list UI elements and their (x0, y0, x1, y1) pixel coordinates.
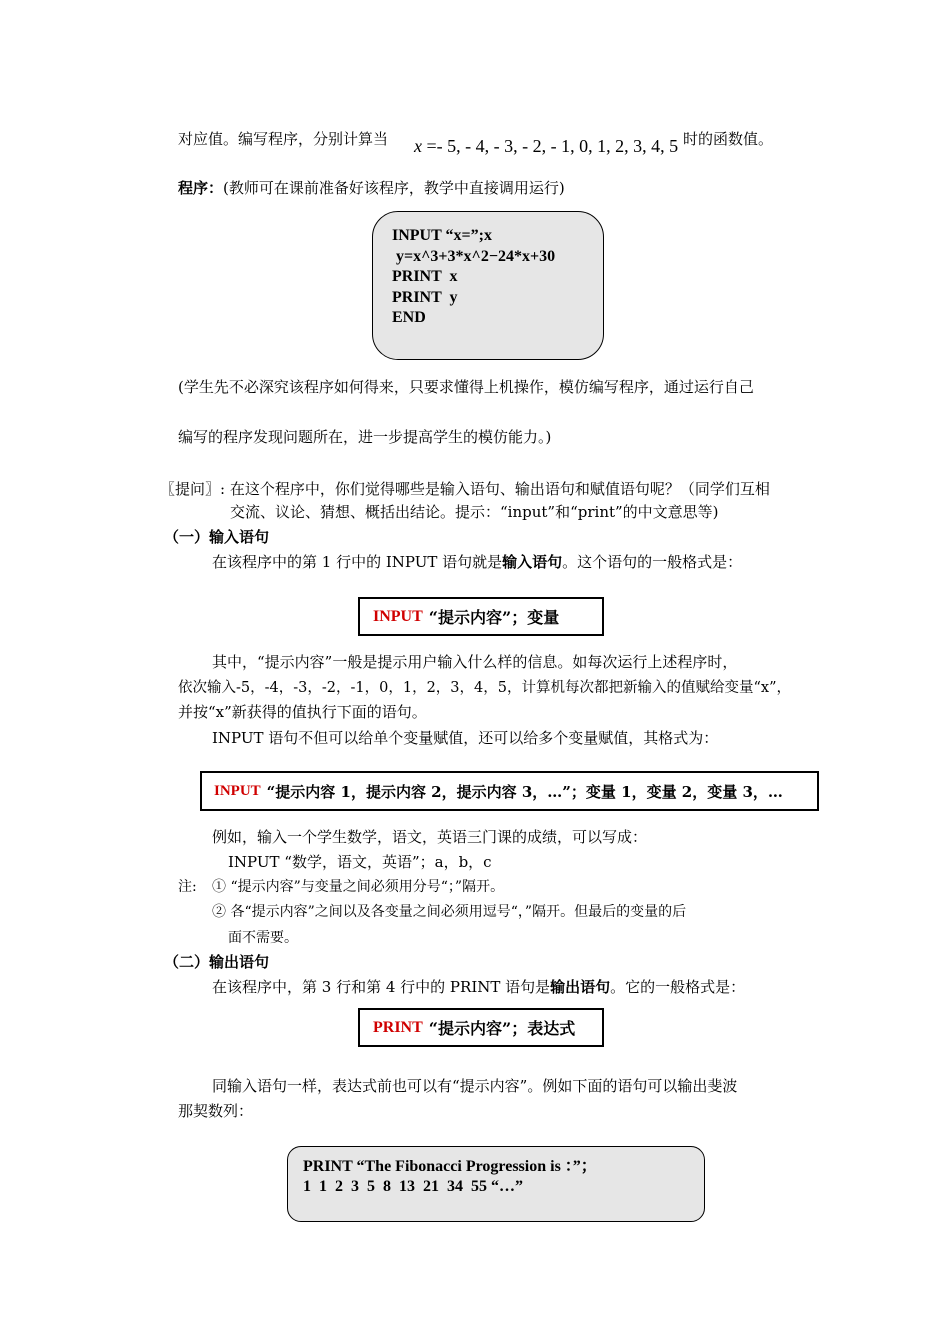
intro-suffix: 时的函数值。 (683, 130, 774, 148)
student-note-line1: (学生先不必深究该程序如何得来，只要求懂得上机操作，模仿编写程序，通过运行自己 (178, 378, 754, 396)
note-2a: ② 各“提示内容”之间以及各变量之间必须用逗号“，”隔开。但最后的变量的后 (212, 904, 687, 920)
program-heading (178, 177, 565, 198)
section1-desc (212, 551, 742, 572)
input-format-text: “提示内容”；变量 (428, 608, 560, 627)
student-note-line2: 编写的程序发现问题所在，进一步提高学生的模仿能力。) (178, 428, 552, 446)
section1-desc-tail: 。这个语句的一般格式是： (562, 553, 743, 571)
fib-line1: 同输入语句一样，表达式前也可以有“提示内容”。例如下面的语句可以输出斐波 (212, 1077, 738, 1095)
intro-prefix: 对应值。编写程序，分别计算当 (178, 130, 389, 148)
fib-code-box (287, 1146, 705, 1222)
print-format-text: “提示内容”；表达式 (428, 1019, 576, 1038)
example-line2: INPUT “数学，语文，英语”；a，b，c (228, 853, 492, 871)
code-line: PRINT x (392, 268, 458, 285)
notes-label: 注: (178, 879, 197, 895)
explain-line3: 并按“x”新获得的值执行下面的语句。 (178, 703, 427, 721)
math-variable: x (414, 136, 422, 156)
note-2b: 面不需要。 (228, 930, 298, 946)
explain-line2: 依次输入-5，-4，-3，-2，-1，0，1，2，3，4，5，计算机每次都把新输入的值赋给变量“x”， (178, 680, 791, 696)
note-1: ① “提示内容”与变量之间必须用分号“；”隔开。 (212, 879, 505, 895)
intro-line (178, 128, 388, 149)
section2-heading: （二）输出语句 (164, 953, 270, 971)
input-keyword: INPUT (373, 607, 423, 625)
fib-line2: 那契数列： (178, 1102, 254, 1120)
fib-code-line: 1 1 2 3 5 8 13 21 34 55 “…” (303, 1178, 523, 1195)
question-line2: 交流、议论、猜想、概括出结论。提示：“input”和“print”的中文意思等) (230, 503, 719, 521)
program-note: (教师可在课前准备好该程序，教学中直接调用运行) (223, 179, 565, 197)
explain-line4: INPUT 语句不但可以给单个变量赋值，还可以给多个变量赋值，其格式为： (212, 729, 719, 747)
input-multi-keyword: INPUT (214, 782, 261, 799)
program-label: 程序： (178, 179, 224, 197)
section2-desc-text: 在该程序中，第 3 行和第 4 行中的 PRINT 语句是 (212, 978, 551, 996)
print-format-box (358, 1008, 604, 1047)
section2-desc (212, 976, 745, 997)
section1-desc-bold: 输入语句 (502, 553, 563, 571)
print-keyword: PRINT (373, 1018, 423, 1036)
code-line: END (392, 309, 426, 326)
code-line: INPUT “x=”;x (392, 227, 492, 244)
math-expression (414, 136, 678, 157)
fib-code-line: PRINT “The Fibonacci Progression is ：”； (303, 1158, 597, 1175)
section2-desc-tail: 。它的一般格式是： (610, 978, 746, 996)
code-line: y=x^3+3*x^2−24*x+30 (392, 247, 556, 265)
input-multi-format-box (200, 771, 819, 811)
input-multi-format-text: “提示内容 1，提示内容 2，提示内容 3，…”；变量 1，变量 2，变量 3，… (266, 782, 783, 801)
example-line1: 例如，输入一个学生数学，语文，英语三门课的成绩，可以写成： (212, 828, 648, 846)
question-line1: 〖提问〗: 在这个程序中，你们觉得哪些是输入语句、输出语句和赋值语句呢？（同学们互相 (160, 480, 770, 498)
input-format-box (358, 597, 604, 636)
explain-line1: 其中，“提示内容”一般是提示用户输入什么样的信息。如每次运行上述程序时， (212, 653, 738, 671)
math-values: =- 5, - 4, - 3, - 2, - 1, 0, 1, 2, 3, 4, 5 (426, 136, 679, 156)
section2-desc-bold: 输出语句 (550, 978, 611, 996)
section1-heading: （一）输入语句 (164, 528, 270, 546)
code-line: PRINT y (392, 288, 458, 306)
program-code-box (372, 211, 604, 360)
section1-desc-text: 在该程序中的第 1 行中的 INPUT 语句就是 (212, 553, 503, 571)
